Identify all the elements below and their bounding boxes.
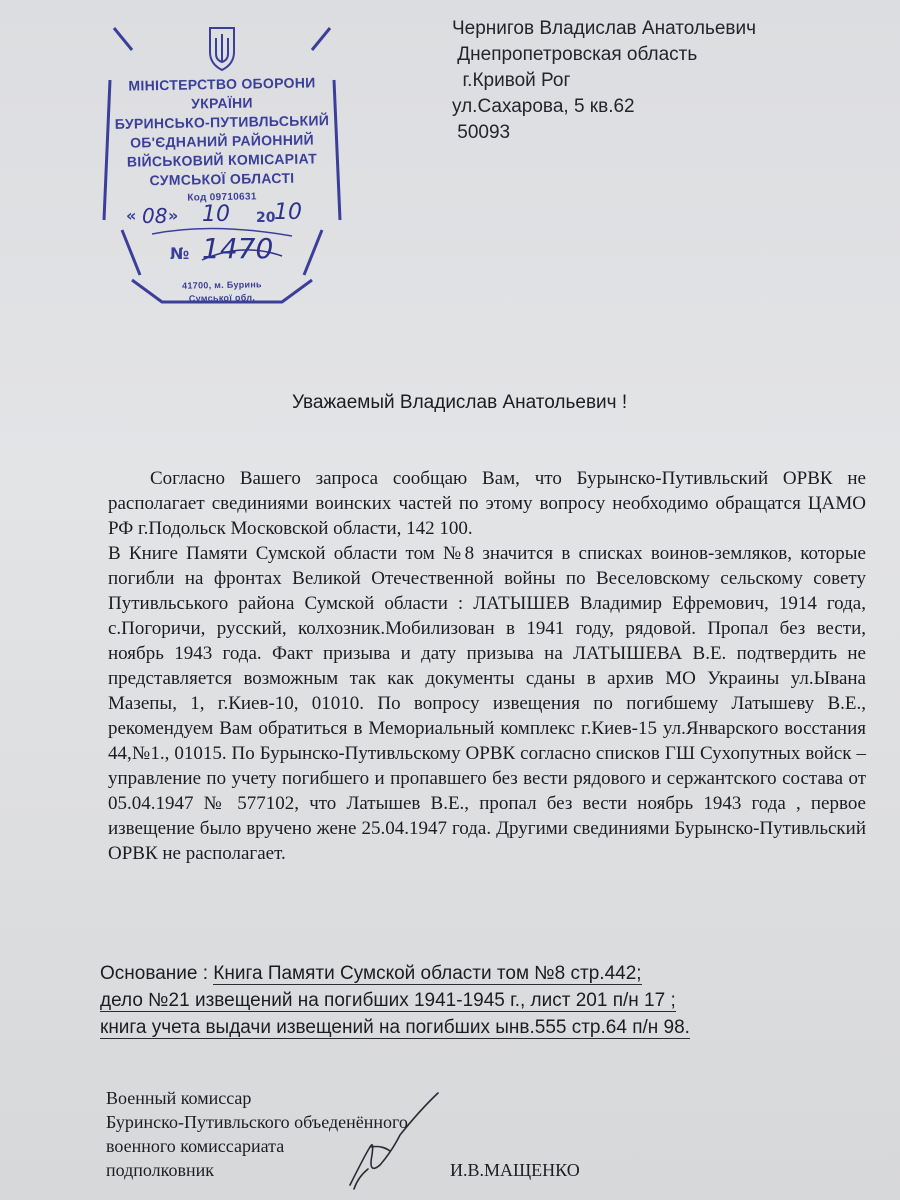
body-paragraph-1: Согласно Вашего запроса сообщаю Вам, что Бурынско-Путивльский ОРВК не располагает свединиями воинских частей по этому вопросу необходимо обращатся ЦАМО РФ г.Подольск Московской области, 142 100. [108,468,866,539]
stamp-number-value: 1470 [202,232,274,265]
stamp-line-2: УКРАЇНИ [191,94,253,112]
stamp-region: Сумської обл. [188,292,256,304]
basis-row-2 [100,989,800,1016]
trident-emblem [210,28,234,70]
basis-section [100,962,800,1043]
stamp-quote-open: « [126,206,137,225]
stamp-line-1: МІНІСТЕРСТВО ОБОРОНИ [128,74,316,94]
stamp-date-month: 10 [202,202,230,227]
letter-body [108,466,866,866]
signer-title-3: военного комиссариата [106,1136,285,1156]
stamp-date-day: 08 [142,204,168,228]
basis-line-2: дело №21 извещений на погибших 1941-1945 г., лист 201 п/н 17 ; [100,990,676,1011]
stamp-code: Код 09710631 [187,191,257,204]
stamp-date-year: 10 [274,200,302,225]
greeting: Уважаемый Владислав Анатольевич ! [292,392,628,413]
signer-title-2: Буринско-Путивльского объеденённого [106,1112,408,1132]
official-stamp [92,10,352,310]
stamp-date-year-prefix: 20 [256,210,276,226]
basis-line-1: Книга Памяти Сумской области том №8 стр.442; [213,963,642,984]
basis-label: Основание : [100,963,214,984]
basis-line-3: книга учета выдачи извещений на погибших ынв.555 стр.64 п/н 98. [100,1017,690,1038]
signer-name: И.В.МАЩЕНКО [450,1160,580,1180]
recipient-address [452,16,756,146]
recipient-region: Днепропетровская область [452,44,698,65]
stamp-line-3: БУРИНСЬКО-ПУТИВЛЬСЬКИЙ [114,112,330,132]
stamp-quote-close: » [168,206,179,225]
stamp-line-5: ВІЙСЬКОВИЙ КОМІСАРІАТ [126,150,318,170]
recipient-city: г.Кривой Рог [452,70,571,91]
stamp-postal: 41700, м. Буринь [182,279,262,291]
stamp-line-4: ОБ'ЄДНАНИЙ РАЙОННИЙ [129,131,315,151]
basis-row-1 [100,962,800,989]
stamp-number-label: № [170,244,190,263]
recipient-name: Чернигов Владислав Анатольевич [452,18,757,39]
handwritten-signature [310,1085,450,1195]
stamp-line-6: СУМСЬКОЇ ОБЛАСТІ [149,169,295,189]
basis-row-3 [100,1016,800,1043]
signer-rank: подполковник [106,1160,214,1180]
recipient-postcode: 50093 [452,122,511,143]
body-paragraph-2: В Книге Памяти Сумской области том №8 значится в списках воинов-земляков, которые погибли на фронтах Великой Отечественной войны по Веселовскому сельскому совету Путивльського района Сумской области : ЛАТЫШЕВ Владимир Ефремович, 1914 года, с.Погоричи, русский, колхозник.Мобилизован в 1941 году, рядовой. Пропал без вести, ноябрь 1943 года. Факт призыва и дату призыва на ЛАТЫШЕВА В.Е. подтвердить не представляется возможным так как документы сданы в архив МО Украины ул.Ывана Мазепы, 1, г.Киев-10, 01010. По вопросу извещения по погибшему Латышеву В.Е., рекомендуем Вам обратиться в Мемориальный комплекс г.Киев-15 ул.Январского восстания 44,№1., 01015. По Бурынско-Путивльскому ОРВК согласно списков ГШ Сухопутных войск – управление по учету погибшего и пропавшего без вести рядового и сержантского состава от 05.04.1947 № 577102, что Латышев В.Е., пропал без вести ноябрь 1943 года , первое извещение было вручено жене 25.04.1947 года. Другими свединиями Бурынско-Путивльский ОРВК не располагает. [108,543,866,864]
signer-title-1: Военный комиссар [106,1088,252,1108]
recipient-street: ул.Сахарова, 5 кв.62 [452,96,635,117]
